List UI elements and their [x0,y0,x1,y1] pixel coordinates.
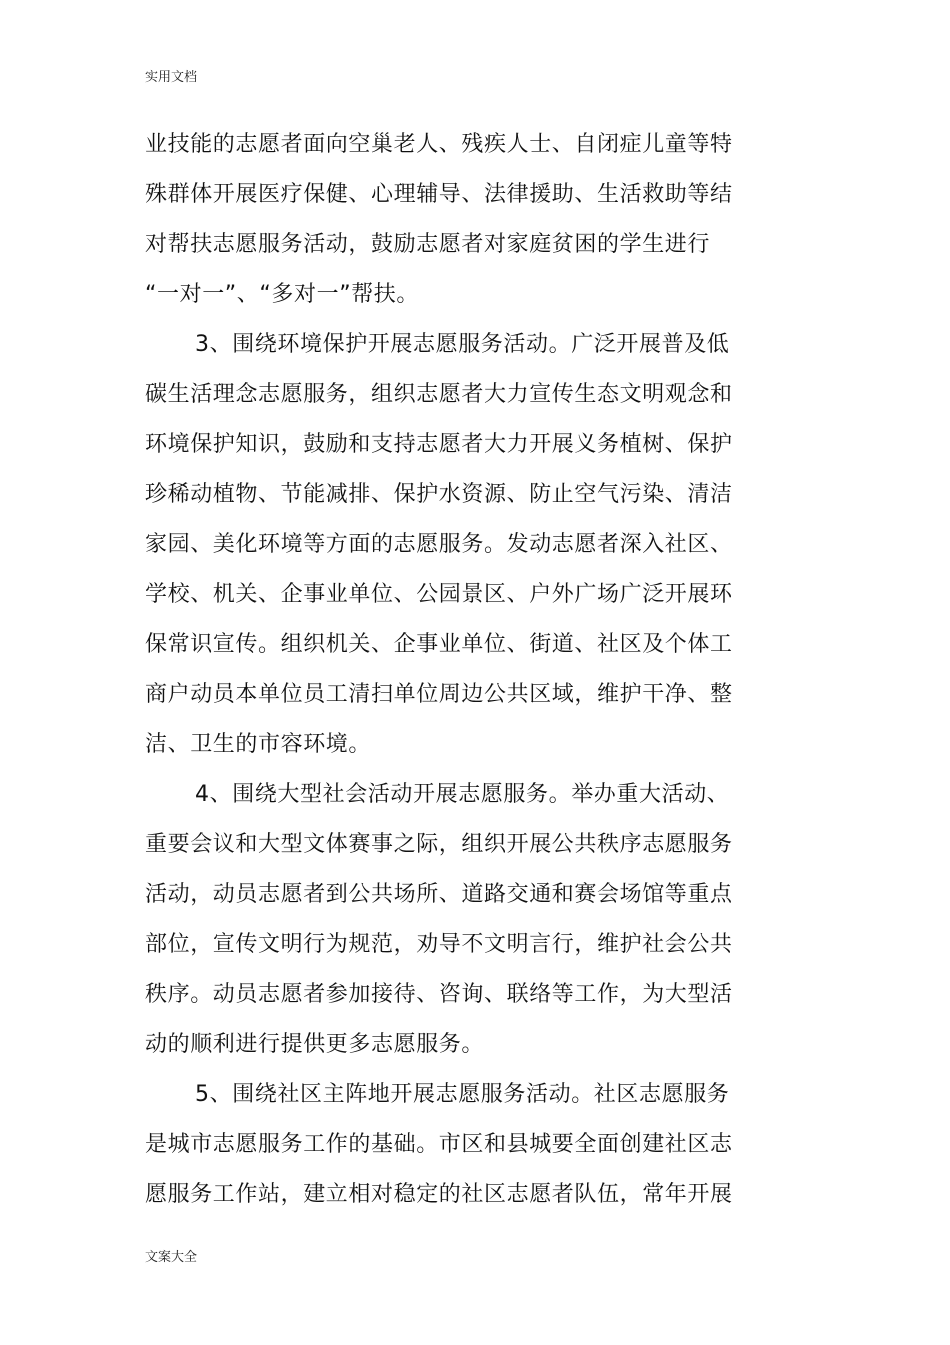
text-line: 环境保护知识，鼓励和支持志愿者大力开展义务植树、保护 [145,432,733,457]
paragraph-start-line: 5、围绕社区主阵地开展志愿服务活动。社区志愿服务 [195,1082,730,1107]
text-line: 洁、卫生的市容环境。 [145,732,372,757]
page-footer: 文案大全 [145,1250,198,1265]
text-line: 对帮扶志愿服务活动，鼓励志愿者对家庭贫困的学生进行 [145,232,711,257]
text-line: 动的顺利进行提供更多志愿服务。 [145,1032,485,1057]
text-line: 业技能的志愿者面向空巢老人、残疾人士、自闭症儿童等特 [145,132,733,157]
text-line: 是城市志愿服务工作的基础。市区和县城要全面创建社区志 [145,1132,733,1157]
document-body [145,120,745,1220]
text-line: 部位，宣传文明行为规范，劝导不文明言行，维护社会公共 [145,932,733,957]
paragraph-start-line: 4、围绕大型社会活动开展志愿服务。举办重大活动、 [195,782,730,807]
paragraph-start-line: 3、围绕环境保护开展志愿服务活动。广泛开展普及低 [195,332,730,357]
text-line: 珍稀动植物、节能减排、保护水资源、防止空气污染、清洁 [145,482,733,507]
text-line: 秩序。动员志愿者参加接待、咨询、联络等工作，为大型活 [145,982,733,1007]
text-line: 殊群体开展医疗保健、心理辅导、法律援助、生活救助等结 [145,182,733,207]
text-line: 重要会议和大型文体赛事之际，组织开展公共秩序志愿服务 [145,832,733,857]
text-line: 学校、机关、企事业单位、公园景区、户外广场广泛开展环 [145,582,733,607]
text-line: “一对一”、“多对一”帮扶。 [145,282,419,307]
text-line: 商户动员本单位员工清扫单位周边公共区域，维护干净、整 [145,682,733,707]
text-line: 保常识宣传。组织机关、企事业单位、街道、社区及个体工 [145,632,733,657]
text-line: 活动，动员志愿者到公共场所、道路交通和赛会场馆等重点 [145,882,733,907]
page-header: 实用文档 [145,70,198,85]
text-line: 家园、美化环境等方面的志愿服务。发动志愿者深入社区、 [145,532,733,557]
text-line: 愿服务工作站，建立相对稳定的社区志愿者队伍，常年开展 [145,1182,733,1207]
text-line: 碳生活理念志愿服务，组织志愿者大力宣传生态文明观念和 [145,382,733,407]
